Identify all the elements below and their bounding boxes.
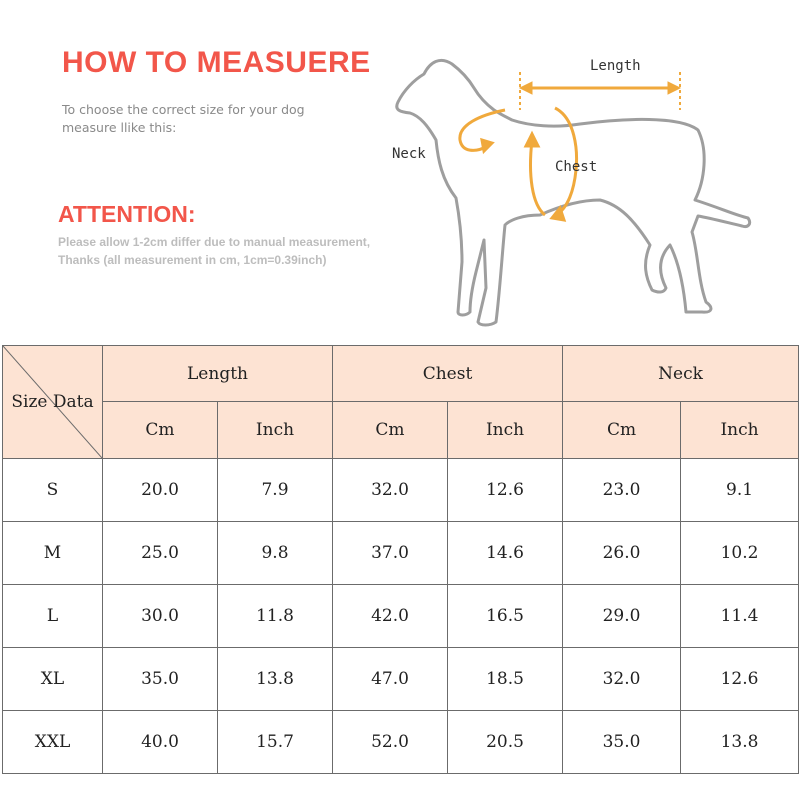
instruction-line: measure llike this: xyxy=(62,120,177,135)
instruction-line: To choose the correct size for your dog xyxy=(62,102,305,117)
table-row xyxy=(3,459,799,522)
size-cell: XXL xyxy=(3,711,103,774)
size-data-corner-cell xyxy=(3,346,103,459)
value-cell: 32.0 xyxy=(333,459,448,522)
size-cell: M xyxy=(3,522,103,585)
table-row xyxy=(3,522,799,585)
value-cell: 14.6 xyxy=(448,522,563,585)
value-cell: 35.0 xyxy=(563,711,681,774)
value-cell: 30.0 xyxy=(103,585,218,648)
attention-title: ATTENTION: xyxy=(58,201,196,227)
value-cell: 9.1 xyxy=(681,459,799,522)
value-cell: 42.0 xyxy=(333,585,448,648)
attention-line: Thanks (all measurement in cm, 1cm=0.39inch) xyxy=(58,253,327,267)
unit-header: Cm xyxy=(103,402,218,459)
unit-header: Inch xyxy=(218,402,333,459)
group-header-chest: Chest xyxy=(333,346,563,402)
value-cell: 16.5 xyxy=(448,585,563,648)
table-row xyxy=(3,585,799,648)
size-cell: XL xyxy=(3,648,103,711)
size-data-label: Size Data xyxy=(11,392,94,412)
value-cell: 12.6 xyxy=(681,648,799,711)
value-cell: 32.0 xyxy=(563,648,681,711)
size-chart-table xyxy=(2,345,799,774)
value-cell: 11.4 xyxy=(681,585,799,648)
table-row xyxy=(3,711,799,774)
value-cell: 47.0 xyxy=(333,648,448,711)
value-cell: 29.0 xyxy=(563,585,681,648)
length-arrow-icon xyxy=(520,72,680,110)
dog-outline-icon xyxy=(397,60,750,325)
unit-header: Cm xyxy=(563,402,681,459)
attention-note xyxy=(58,233,370,269)
value-cell: 25.0 xyxy=(103,522,218,585)
chest-label: Chest xyxy=(555,159,598,175)
value-cell: 11.8 xyxy=(218,585,333,648)
unit-header-row xyxy=(3,402,799,459)
value-cell: 20.0 xyxy=(103,459,218,522)
length-label: Length xyxy=(590,58,641,74)
page-title: HOW TO MEASUERE xyxy=(62,46,371,79)
unit-header: Inch xyxy=(681,402,799,459)
neck-arrow-icon xyxy=(460,110,505,151)
value-cell: 15.7 xyxy=(218,711,333,774)
neck-label: Neck xyxy=(392,146,426,162)
size-cell: L xyxy=(3,585,103,648)
instructions xyxy=(62,101,305,137)
size-cell: S xyxy=(3,459,103,522)
value-cell: 26.0 xyxy=(563,522,681,585)
table-header-row xyxy=(3,346,799,402)
value-cell: 12.6 xyxy=(448,459,563,522)
group-header-neck: Neck xyxy=(563,346,799,402)
value-cell: 40.0 xyxy=(103,711,218,774)
value-cell: 13.8 xyxy=(218,648,333,711)
value-cell: 37.0 xyxy=(333,522,448,585)
value-cell: 13.8 xyxy=(681,711,799,774)
group-header-length: Length xyxy=(103,346,333,402)
value-cell: 35.0 xyxy=(103,648,218,711)
unit-header: Inch xyxy=(448,402,563,459)
value-cell: 18.5 xyxy=(448,648,563,711)
table-row xyxy=(3,648,799,711)
value-cell: 52.0 xyxy=(333,711,448,774)
attention-line: Please allow 1-2cm differ due to manual measurement, xyxy=(58,235,371,249)
value-cell: 20.5 xyxy=(448,711,563,774)
value-cell: 10.2 xyxy=(681,522,799,585)
value-cell: 7.9 xyxy=(218,459,333,522)
dog-measure-diagram xyxy=(380,40,780,330)
unit-header: Cm xyxy=(333,402,448,459)
value-cell: 9.8 xyxy=(218,522,333,585)
value-cell: 23.0 xyxy=(563,459,681,522)
